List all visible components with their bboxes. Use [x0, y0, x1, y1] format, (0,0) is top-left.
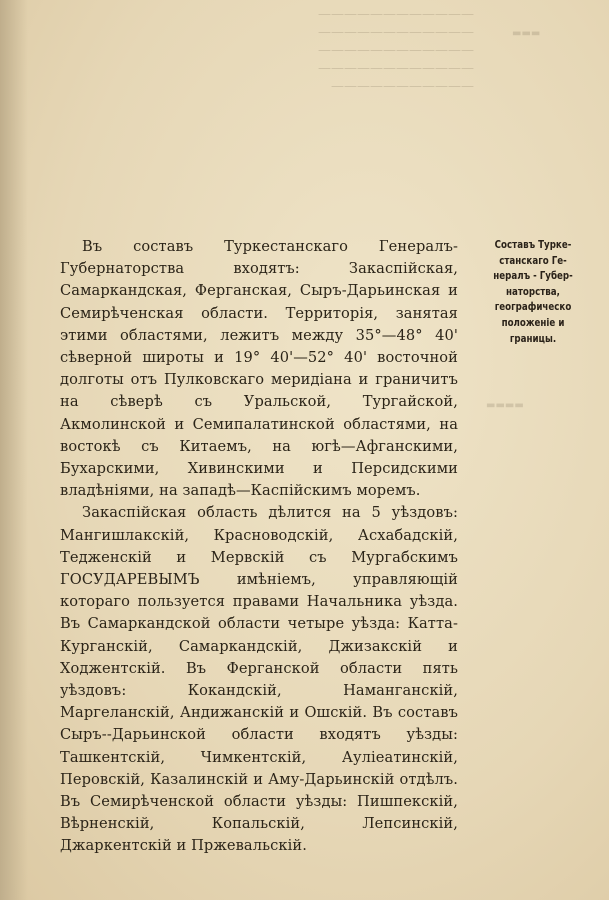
margin-note-line: станскаго Ге-: [499, 254, 567, 267]
paragraph-territory: Въ составъ Туркестанскаго Генералъ-Губернаторства входятъ: Закаспійская, Самаркандская, Ферганская, Сыръ-Дарьинская и Семирѣченская области. Территорія, занятая этими областями, лежитъ между 35°—48° 40' сѣверной широты и 19° 40'—52° 40' восточной долготы отъ Пулковскаго меридіана и граничитъ на сѣверѣ съ Уральской, Тургайской, Акмолинской и Семипалатинской областями, на востокѣ съ Китаемъ, на югѣ—Афганскими, Бухарскими, Хивинскими и Персидскими владѣніями, на западѣ—Каспійскимъ моремъ.: [60, 238, 458, 500]
paragraph-districts: Закаспійская область дѣлится на 5 уѣздовъ: Мангишлакскій, Красноводскій, Асхабадскій, Тедженскій и Мервскій съ Мургабскимъ ГОСУДАРЕВЫМЪ имѣніемъ, управляющій котораго пользуется правами Начальника уѣзда. Въ Самаркандской области четыре уѣзда: Катта-Курганскій, Самаркандскій, Джизакскій и Ходжентскій. Въ Ферганской области пять уѣздовъ: Кокандскій, Наманганскій, Маргеланскій, Андижанскій и Ошскій. Въ составъ Сыръ--Дарьинской области входятъ уѣзды: Ташкентскій, Чимкентскій, Аулiеатинскій, Перовскій, Казалинскій и Аму-Дарьинскій отдѣлъ. Въ Семирѣченской области уѣзды: Пишпекскій, Вѣрненскій, Копальскій, Лепсинскій, Джаркентскій и Пржевальскій.: [60, 504, 458, 855]
margin-note-line: географическо: [494, 301, 572, 314]
page-fold-shadow: [0, 0, 28, 900]
main-text-block: [60, 236, 458, 858]
bleed-through-text: ———————————— ———————————— ———————————— ———————————— ———————————: [318, 7, 474, 94]
margin-note-line: Составъ Турке-: [494, 239, 572, 251]
margin-note-line: границы.: [509, 332, 557, 345]
bleed-through-sidenote: ▬▬▬: [512, 28, 541, 39]
margin-note: [488, 238, 578, 347]
bleed-through-sidenote-2: ▬▬▬▬: [486, 400, 524, 411]
margin-note-line: положенiе и: [501, 316, 565, 329]
margin-note-line: наторства,: [506, 285, 560, 298]
margin-note-line: нералъ - Губер-: [493, 270, 573, 283]
